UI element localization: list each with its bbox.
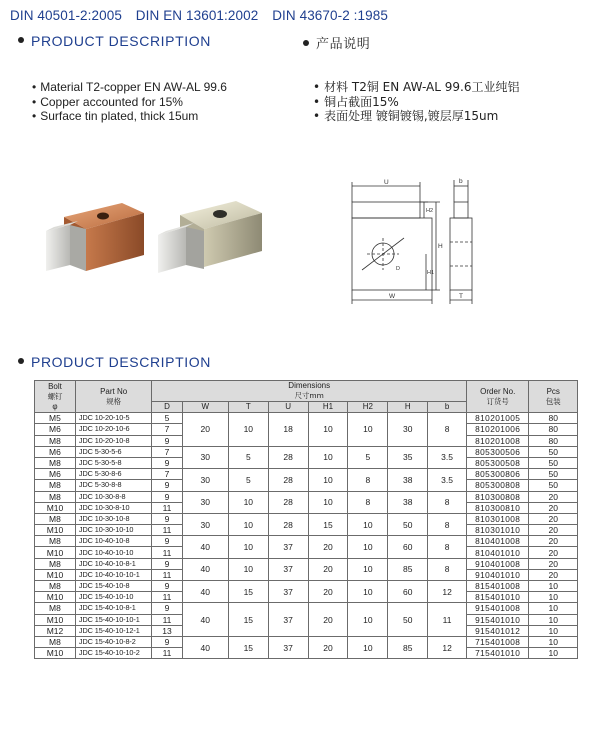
cell-pcs: 10: [529, 636, 578, 647]
cell-bolt: M5: [35, 413, 76, 424]
cell-bolt: M8: [35, 480, 76, 491]
cell-bolt: M8: [35, 513, 76, 524]
header-order-cn: 订货号: [486, 396, 509, 406]
cell-order-no: 805300806: [467, 469, 529, 480]
cell-pcs: 20: [529, 513, 578, 524]
cell-pcs: 10: [529, 648, 578, 659]
cell-bolt: M8: [35, 603, 76, 614]
cell-d: 9: [152, 536, 182, 547]
cell-pcs: 10: [529, 614, 578, 625]
description-item-material-cn: • 材料 T2铜 EN AW-AL 99.6工业纯铝: [313, 80, 519, 95]
cell-w: 30: [182, 513, 228, 535]
table-row: [35, 413, 578, 424]
cell-pcs: 20: [529, 502, 578, 513]
cell-h1: 10: [308, 469, 348, 491]
cell-h: 60: [388, 581, 428, 603]
product-description-title-en: PRODUCT DESCRIPTION: [18, 33, 211, 49]
cell-bolt: M8: [35, 536, 76, 547]
cell-d: 9: [152, 491, 182, 502]
bullet-dot-icon: [18, 37, 24, 43]
drawing-label-b: b: [459, 178, 463, 185]
cell-order-no: 810401010: [467, 547, 529, 558]
cell-b: 12: [428, 636, 467, 658]
cell-order-no: 810201005: [467, 413, 529, 424]
drawing-label-h2: H2: [426, 208, 434, 214]
cell-u: 18: [268, 413, 308, 447]
cell-b: 3.5: [428, 446, 467, 468]
cell-d: 11: [152, 648, 182, 659]
cell-bolt: M8: [35, 558, 76, 569]
cell-bolt: M6: [35, 446, 76, 457]
table-row: [35, 513, 578, 524]
cell-w: 40: [182, 558, 228, 580]
cell-u: 28: [268, 491, 308, 513]
cell-u: 37: [268, 558, 308, 580]
drawing-side-body: [450, 218, 472, 290]
cell-part-no: JDC 10-20-10-5: [75, 413, 151, 424]
cell-h: 60: [388, 536, 428, 558]
cell-w: 40: [182, 603, 228, 637]
cell-h2: 10: [348, 413, 388, 447]
cell-u: 28: [268, 446, 308, 468]
drawing-label-d: D: [396, 266, 400, 272]
drawing-label-h: H: [438, 243, 443, 250]
cell-d: 11: [152, 547, 182, 558]
cell-part-no: JDC 10-40-10-8: [75, 536, 151, 547]
cell-bolt: M10: [35, 525, 76, 536]
cell-pcs: 10: [529, 581, 578, 592]
table-row: [35, 603, 578, 614]
cell-pcs: 20: [529, 558, 578, 569]
header-dim-u: U: [268, 402, 308, 413]
bullet-dot-icon: [18, 358, 24, 364]
header-pcs: [529, 381, 578, 413]
cell-w: 30: [182, 469, 228, 491]
cell-w: 30: [182, 446, 228, 468]
cell-h: 38: [388, 491, 428, 513]
cell-w: 30: [182, 491, 228, 513]
cell-d: 9: [152, 636, 182, 647]
header-dim-h2: H2: [348, 402, 388, 413]
cell-part-no: JDC 10-20-10-8: [75, 435, 151, 446]
cell-h1: 10: [308, 413, 348, 447]
cell-part-no: JDC 15-40-10-10: [75, 592, 151, 603]
cell-t: 10: [228, 558, 268, 580]
cell-order-no: 915401012: [467, 625, 529, 636]
cell-bolt: M8: [35, 457, 76, 468]
cell-bolt: M6: [35, 469, 76, 480]
cell-d: 7: [152, 446, 182, 457]
description-item-copper: • Copper accounted for 15%: [32, 95, 227, 110]
cell-bolt: M10: [35, 569, 76, 580]
cell-order-no: 915401010: [467, 614, 529, 625]
cell-h1: 20: [308, 603, 348, 637]
header-pcs-cn: 包装: [545, 396, 561, 406]
cell-d: 13: [152, 625, 182, 636]
cell-t: 15: [228, 636, 268, 658]
cell-part-no: JDC 15-40-10-8-2: [75, 636, 151, 647]
cell-u: 37: [268, 636, 308, 658]
header-dimensions: [152, 381, 467, 402]
cell-part-no: JDC 15-40-10-8: [75, 581, 151, 592]
cell-b: 12: [428, 581, 467, 603]
standard-3: DIN 43670-2 :1985: [272, 8, 388, 23]
drawing-label-t: T: [459, 293, 463, 300]
cell-u: 28: [268, 513, 308, 535]
cell-b: 8: [428, 558, 467, 580]
cell-order-no: 805300508: [467, 457, 529, 468]
cell-t: 10: [228, 491, 268, 513]
cell-h1: 10: [308, 491, 348, 513]
spec-table-body: [35, 413, 578, 659]
cell-pcs: 20: [529, 547, 578, 558]
cell-order-no: 810300810: [467, 502, 529, 513]
cell-w: 40: [182, 636, 228, 658]
description-item-material: • Material T2-copper EN AW-AL 99.6: [32, 80, 227, 95]
dimension-drawing: [340, 172, 490, 310]
standard-1: DIN 40501-2:2005: [10, 8, 122, 23]
drawing-label-u: U: [384, 179, 389, 186]
copper-connector-block: [46, 203, 144, 271]
cell-u: 37: [268, 536, 308, 558]
cell-pcs: 20: [529, 569, 578, 580]
cell-part-no: JDC 10-40-10-10: [75, 547, 151, 558]
cell-pcs: 80: [529, 435, 578, 446]
table-row: [35, 581, 578, 592]
cell-h1: 20: [308, 536, 348, 558]
cell-part-no: JDC 10-30-10-8: [75, 513, 151, 524]
table-row: [35, 469, 578, 480]
cell-d: 7: [152, 424, 182, 435]
product-description-title-cn: 产品说明: [303, 33, 370, 52]
product-photo: [40, 185, 290, 285]
standard-2: DIN EN 13601:2002: [135, 8, 259, 23]
cell-order-no: 810301010: [467, 525, 529, 536]
cell-d: 9: [152, 513, 182, 524]
cell-pcs: 10: [529, 603, 578, 614]
table-row: [35, 491, 578, 502]
cell-h1: 15: [308, 513, 348, 535]
cell-h: 50: [388, 513, 428, 535]
cell-b: 3.5: [428, 469, 467, 491]
description-item-copper-cn: • 铜占截面15%: [313, 95, 519, 110]
cell-h1: 20: [308, 558, 348, 580]
cell-bolt: M10: [35, 547, 76, 558]
cell-b: 8: [428, 513, 467, 535]
cell-part-no: JDC 15-40-10-8-1: [75, 603, 151, 614]
cell-order-no: 810201006: [467, 424, 529, 435]
cell-pcs: 20: [529, 525, 578, 536]
cell-order-no: 715401008: [467, 636, 529, 647]
header-dim-w: W: [182, 402, 228, 413]
cell-part-no: JDC 10-40-10-10-1: [75, 569, 151, 580]
spec-table-head: [35, 381, 578, 413]
cell-d: 5: [152, 413, 182, 424]
cell-pcs: 50: [529, 446, 578, 457]
cell-h2: 10: [348, 558, 388, 580]
cell-w: 40: [182, 581, 228, 603]
cell-b: 8: [428, 491, 467, 513]
cell-order-no: 915401008: [467, 603, 529, 614]
cell-b: 8: [428, 536, 467, 558]
cell-u: 37: [268, 581, 308, 603]
cell-d: 9: [152, 581, 182, 592]
cell-h2: 5: [348, 446, 388, 468]
header-part-no: [75, 381, 151, 413]
cell-h: 30: [388, 413, 428, 447]
cell-bolt: M10: [35, 592, 76, 603]
cell-b: 8: [428, 413, 467, 447]
header-dims-en: Dimensions: [288, 381, 331, 390]
table-row: [35, 636, 578, 647]
cell-h: 85: [388, 558, 428, 580]
cell-pcs: 10: [529, 592, 578, 603]
cell-d: 11: [152, 569, 182, 580]
header-bolt: [35, 381, 76, 413]
cell-order-no: 810301008: [467, 513, 529, 524]
table-row: [35, 446, 578, 457]
cell-h2: 8: [348, 469, 388, 491]
header-order-no: [467, 381, 529, 413]
bullet-dot-icon: [303, 40, 309, 46]
cell-pcs: 20: [529, 491, 578, 502]
header-dims-cn: 尺寸mm: [294, 391, 324, 400]
cell-h1: 10: [308, 446, 348, 468]
cell-t: 10: [228, 513, 268, 535]
cell-order-no: 810401008: [467, 536, 529, 547]
cell-bolt: M8: [35, 435, 76, 446]
cell-part-no: JDC 10-30-8-10: [75, 502, 151, 513]
header-part-cn: 规格: [106, 396, 122, 406]
cell-h: 85: [388, 636, 428, 658]
cell-u: 28: [268, 469, 308, 491]
cell-pcs: 50: [529, 457, 578, 468]
cell-h2: 10: [348, 636, 388, 658]
cell-bolt: M10: [35, 502, 76, 513]
cell-t: 10: [228, 536, 268, 558]
cell-d: 11: [152, 592, 182, 603]
cell-pcs: 80: [529, 413, 578, 424]
cell-d: 11: [152, 502, 182, 513]
cell-t: 10: [228, 413, 268, 447]
standards-header: [10, 8, 398, 23]
cell-part-no: JDC 10-30-8-8: [75, 491, 151, 502]
description-item-surface-cn: • 表面处理 镀铜镀锡,镀层厚15um: [313, 109, 519, 124]
header-dim-d: D: [152, 402, 182, 413]
drawing-front-top: [352, 202, 420, 218]
cell-bolt: M8: [35, 491, 76, 502]
header-part-en: Part No: [100, 386, 128, 396]
cell-d: 11: [152, 525, 182, 536]
cell-b: 11: [428, 603, 467, 637]
cell-part-no: JDC 5-30-5-6: [75, 446, 151, 457]
cell-d: 7: [152, 469, 182, 480]
cell-order-no: 715401010: [467, 648, 529, 659]
description-list-en: [32, 80, 227, 124]
table-row: [35, 558, 578, 569]
cell-d: 11: [152, 614, 182, 625]
cell-d: 9: [152, 457, 182, 468]
cell-pcs: 50: [529, 469, 578, 480]
cell-h: 50: [388, 603, 428, 637]
cell-part-no: JDC 5-30-5-8: [75, 457, 151, 468]
header-dim-h: H: [388, 402, 428, 413]
cell-h2: 10: [348, 581, 388, 603]
header-dim-t: T: [228, 402, 268, 413]
cell-h2: 10: [348, 536, 388, 558]
cell-order-no: 810300808: [467, 491, 529, 502]
table-section-title: PRODUCT DESCRIPTION: [18, 354, 211, 370]
tinned-connector-block: [158, 201, 262, 273]
drawing-label-h1: H1: [427, 270, 435, 276]
cell-order-no: 810201008: [467, 435, 529, 446]
cell-pcs: 50: [529, 480, 578, 491]
cell-h2: 10: [348, 513, 388, 535]
cell-order-no: 815401010: [467, 592, 529, 603]
header-bolt-en: Bolt: [48, 381, 62, 391]
cell-bolt: M8: [35, 581, 76, 592]
cell-bolt: M6: [35, 424, 76, 435]
cell-d: 9: [152, 558, 182, 569]
cell-h: 35: [388, 446, 428, 468]
cell-part-no: JDC 5-30-8-8: [75, 480, 151, 491]
header-order-en: Order No.: [480, 386, 516, 396]
header-pcs-en: Pcs: [546, 386, 560, 396]
description-item-surface: • Surface tin plated, thick 15um: [32, 109, 227, 124]
cell-pcs: 20: [529, 536, 578, 547]
cell-d: 9: [152, 435, 182, 446]
drawing-side-top: [454, 202, 468, 218]
cell-bolt: M10: [35, 614, 76, 625]
cell-order-no: 910401008: [467, 558, 529, 569]
cell-h1: 20: [308, 636, 348, 658]
cell-t: 15: [228, 603, 268, 637]
header-dim-b: b: [428, 402, 467, 413]
cell-pcs: 80: [529, 424, 578, 435]
cell-part-no: JDC 15-40-10-12-1: [75, 625, 151, 636]
cell-h2: 8: [348, 491, 388, 513]
cell-h1: 20: [308, 581, 348, 603]
cell-order-no: 805300506: [467, 446, 529, 457]
cell-order-no: 910401010: [467, 569, 529, 580]
cell-part-no: JDC 15-40-10-10-1: [75, 614, 151, 625]
cell-d: 9: [152, 480, 182, 491]
cell-part-no: JDC 10-40-10-8-1: [75, 558, 151, 569]
cell-order-no: 815401008: [467, 581, 529, 592]
cell-part-no: JDC 10-20-10-6: [75, 424, 151, 435]
cell-bolt: M8: [35, 636, 76, 647]
drawing-label-w: W: [389, 293, 396, 300]
cell-part-no: JDC 10-30-10-10: [75, 525, 151, 536]
cell-u: 37: [268, 603, 308, 637]
spec-table: [34, 380, 578, 659]
cell-w: 40: [182, 536, 228, 558]
cell-pcs: 10: [529, 625, 578, 636]
header-bolt-symbol: φ: [52, 401, 58, 411]
cell-t: 5: [228, 469, 268, 491]
header-dim-h1: H1: [308, 402, 348, 413]
cell-part-no: JDC 15-40-10-10-2: [75, 648, 151, 659]
table-row: [35, 536, 578, 547]
cell-bolt: M10: [35, 648, 76, 659]
cell-t: 5: [228, 446, 268, 468]
cell-h: 38: [388, 469, 428, 491]
cell-bolt: M12: [35, 625, 76, 636]
cell-t: 15: [228, 581, 268, 603]
cell-d: 9: [152, 603, 182, 614]
description-list-cn: [313, 80, 519, 124]
cell-part-no: JDC 5-30-8-6: [75, 469, 151, 480]
header-bolt-cn: 螺钉: [47, 391, 63, 401]
cell-h2: 10: [348, 603, 388, 637]
cell-order-no: 805300808: [467, 480, 529, 491]
cell-w: 20: [182, 413, 228, 447]
